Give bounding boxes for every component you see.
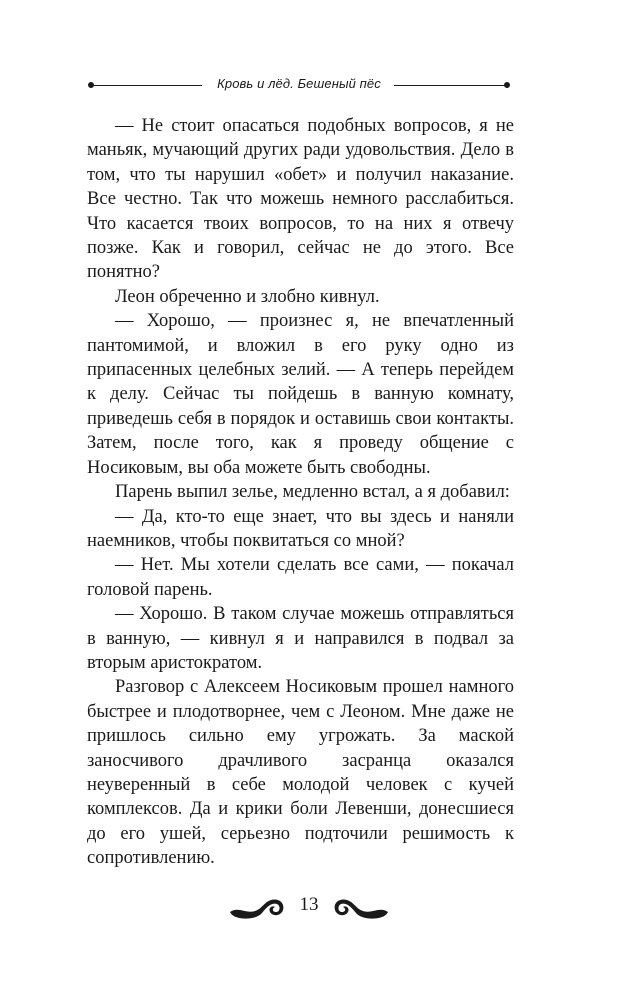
- body-text: [87, 114, 514, 871]
- running-title: Кровь и лёд. Бешеный пёс: [217, 76, 381, 91]
- paragraph: — Не стоит опасаться подобных вопросов, я не маньяк, мучающий других ради удовольствия. Дело в том, что ты нарушил «обет» и получил наказание. Все честно. Так что можешь немного расслабиться. Что касается твоих вопросов, то на них я отвечу позже. Как и говорил, сейчас не до этого. Все понятно?: [87, 116, 514, 283]
- header-rule-right: [394, 85, 506, 86]
- header-dot-right: [504, 82, 510, 88]
- page-number: 13: [299, 894, 319, 915]
- running-header: [88, 72, 510, 98]
- paragraph: Разговор с Алексеем Носиковым прошел намного быстрее и плодотворнее, чем с Леоном. Мне даже не пришлось сильно ему угрожать. За маской заносчивого драчливого засранца оказался неуверенный в себе молодой человек с кучей комплексов. Да и крики боли Левенши, донесшиеся до его ушей, серьезно подточили решимость к сопротивлению.: [87, 677, 514, 869]
- paragraph: — Нет. Мы хотели сделать все сами, — покачал головой парень.: [87, 555, 514, 600]
- paragraph: — Хорошо, — произнес я, не впечатленный пантомимой, и вложил в его руку одно из припасенных целебных зелий. — А теперь перейдем к делу. Сейчас ты пойдешь в ванную комнату, приведешь себя в порядок и оставишь свои контакты. Затем, после того, как я проведу общение с Носиковым, вы оба можете быть свободны.: [87, 311, 514, 478]
- page-folio: [228, 889, 390, 925]
- paragraph: Леон обреченно и злобно кивнул.: [115, 286, 380, 307]
- paragraph: — Хорошо. В таком случае можешь отправляться в ванную, — кивнул я и направился в подвал за вторым аристократом.: [87, 604, 514, 673]
- flourish-ornament-right-icon: [332, 893, 390, 921]
- paragraph: — Да, кто-то еще знает, что вы здесь и наняли наемников, чтобы поквитаться со мной?: [87, 506, 514, 551]
- paragraph: Парень выпил зелье, медленно встал, а я добавил:: [115, 482, 510, 503]
